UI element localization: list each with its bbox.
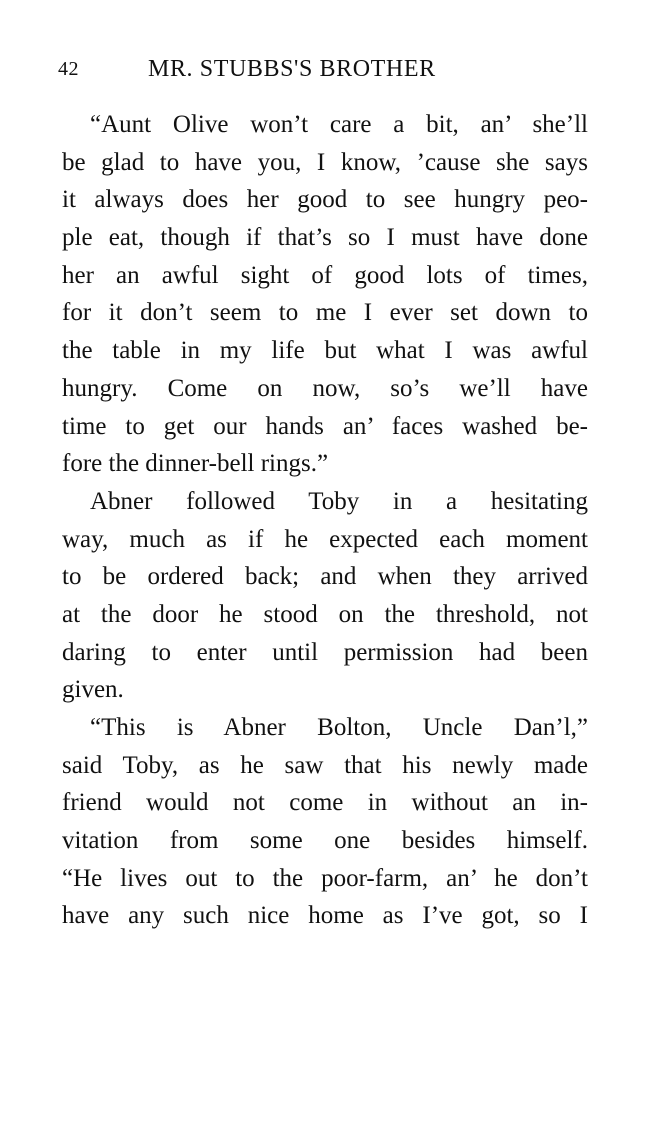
- text-line: given.: [62, 676, 124, 704]
- text-line: it always does her good to see hungry peo-: [62, 186, 588, 214]
- text-line: have any such nice home as I’ve got, so I: [62, 902, 588, 930]
- paragraph: [62, 709, 588, 935]
- running-head: [58, 56, 598, 90]
- text-line: “Aunt Olive won’t care a bit, an’ she’ll: [90, 111, 588, 138]
- text-line: fore the dinner-bell rings.”: [62, 450, 329, 478]
- text-line: Abner followed Toby in a hesitating: [90, 487, 588, 515]
- text-line: “He lives out to the poor-farm, an’ he don’t: [62, 864, 588, 892]
- text-line: daring to enter until permission had been: [62, 638, 588, 666]
- text-line: time to get our hands an’ faces washed be-: [62, 412, 588, 440]
- text-line: said Toby, as he saw that his newly made: [62, 751, 588, 779]
- running-title: MR. STUBBS'S BROTHER: [148, 56, 436, 82]
- paragraph: [62, 483, 588, 709]
- text-line: way, much as if he expected each moment: [62, 525, 588, 553]
- text-line: her an awful sight of good lots of times,: [62, 261, 588, 289]
- page-number: 42: [58, 58, 79, 80]
- text-line: to be ordered back; and when they arrived: [62, 563, 588, 591]
- text-line: ple eat, though if that’s so I must have done: [62, 224, 588, 252]
- text-line: friend would not come in without an in-: [62, 789, 588, 817]
- paragraph: [62, 106, 588, 483]
- text-line: “This is Abner Bolton, Uncle Dan’l,”: [90, 714, 588, 741]
- text-line: for it don’t seem to me I ever set down to: [62, 299, 588, 327]
- text-line: hungry. Come on now, so’s we’ll have: [62, 374, 588, 402]
- text-line: vitation from some one besides himself.: [62, 827, 588, 855]
- text-line: be glad to have you, I know, ’cause she says: [62, 148, 588, 176]
- text-line: the table in my life but what I was awful: [62, 337, 588, 365]
- body-text: [62, 106, 588, 935]
- text-line: at the door he stood on the threshold, not: [62, 600, 588, 628]
